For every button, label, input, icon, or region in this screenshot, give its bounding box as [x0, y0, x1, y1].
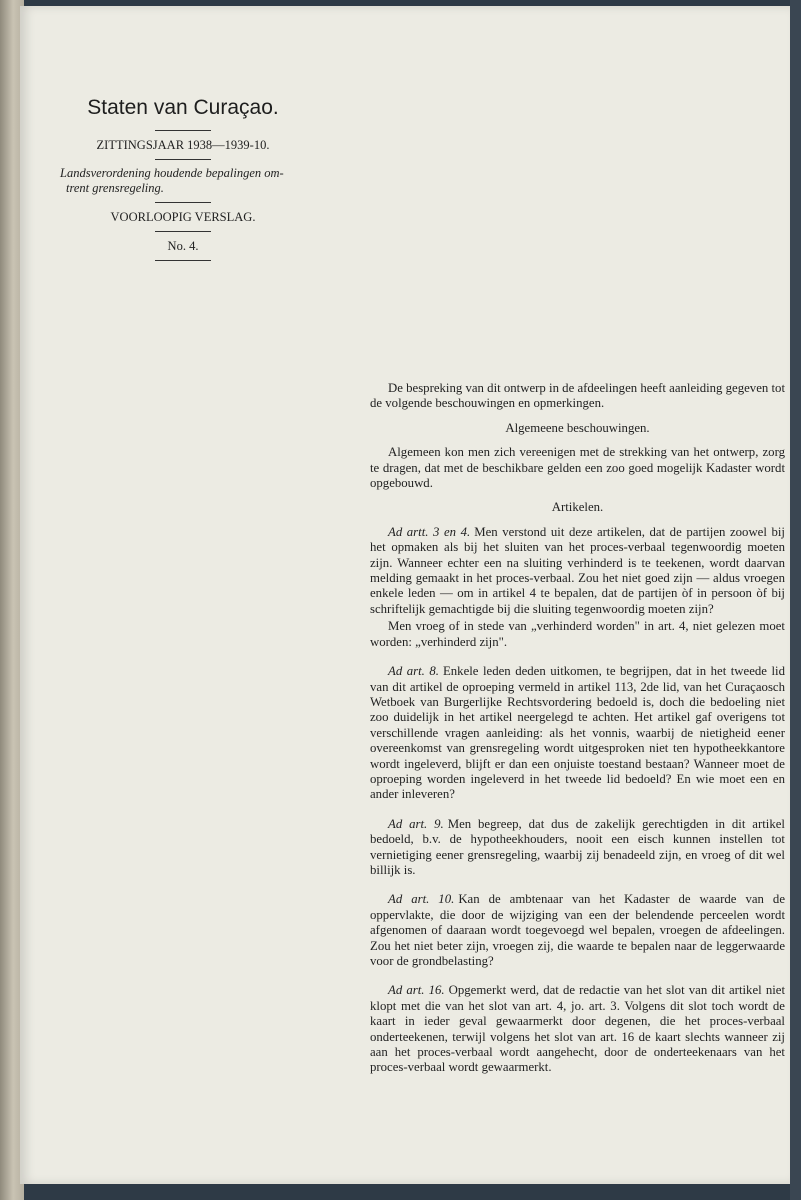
subject-line-2: trent grensregeling.: [66, 181, 164, 195]
divider: [155, 130, 211, 131]
article-label: Ad art. 16.: [388, 983, 445, 998]
divider: [155, 260, 211, 261]
article-3-paragraph-2: Men vroeg of in stede van „verhinderd worden" in art. 4, niet gelezen moet worden: „verhinderd zijn".: [370, 619, 785, 649]
article-label: Ad art. 10.: [388, 892, 455, 907]
article-9-paragraph: [370, 817, 785, 879]
heading-general: Algemeene beschouwingen.: [505, 420, 650, 435]
report-type: VOORLOOPIG VERSLAG.: [110, 210, 256, 224]
report-body: [370, 381, 785, 1076]
article-16-paragraph: [370, 983, 785, 1075]
divider: [155, 231, 211, 232]
document-header: [48, 96, 318, 267]
document-page: [20, 6, 790, 1184]
article-text: Men verstond uit deze artikelen, dat de partijen zoowel bij het opmaken als bij het sluiten van het proces-verbaal tegenwoordig moeten zijn. Wanneer echter een na sluiting verhinderd is te teekenen, wordt daarvan melding gemaakt in het proces-verbaal. Zou het niet goed zijn — aldus vroegen enkele leden — om in artikel 4 te bepalen, dat de partijen òf in persoon òf bij schriftelijk gemachtigde bij die sluiting tegenwoordig moeten zijn?: [370, 524, 785, 616]
article-10-paragraph: [370, 892, 785, 969]
article-3-paragraph: [370, 525, 785, 617]
scan-border: [790, 0, 801, 1200]
article-text: Enkele leden deden uitkomen, te begrijpen, dat in het tweede lid van dit artikel de oproeping vermeld in artikel 113, 2de lid, van het Curaçaosch Wetboek van Burgerlijke Rechtsvordering bedoeld is, doch die bedoeling niet zoo duidelijk in het artikel neergelegd te achten. Het artikel gaf overigens tot verschillende vragen aanleiding: als het vonnis, waarbij de nietigheid eener overeenkomst van grensregeling wordt uitgesproken niet ten hypotheekkantore wordt ingeleverd, blijft er dan een onjuiste toestand bestaan? Wanneer moet de oproeping worden ingeleverd in het tweede lid bedoeld? En wie moet een en ander inleveren?: [370, 664, 785, 802]
intro-paragraph: De bespreking van dit ontwerp in de afdeelingen heeft aanleiding gegeven tot de volgende beschouwingen en opmerkingen.: [370, 381, 785, 411]
article-text: Men begreep, dat dus de zakelijk gerechtigden in dit artikel bedoeld, b.v. de hypotheekhouders, nooit een eisch kunnen instellen tot vernietiging eener grensregeling, waarbij zij benadeeld zijn, en vroeg of dit wel billijk is.: [370, 816, 785, 877]
article-label: Ad art. 8.: [388, 664, 439, 679]
divider: [155, 202, 211, 203]
subject-line: [60, 166, 318, 196]
article-text: Opgemerkt werd, dat de redactie van het slot van dit artikel niet klopt met die van het slot van art. 4, jo. art. 3. Volgens dit slot toch wordt de kaart in ieder geval gewaarmerkt door degenen, die het proces-verbaal onderteekenen, terwijl volgens het slot van art. 16 de kaart slechts wanneer zij aan het proces-verbaal wordt aangehecht, door de onderteekenaars van het proces-verbaal wordt gewaarmerkt.: [370, 983, 786, 1075]
document-number: No. 4.: [167, 239, 199, 253]
article-text: Kan de ambtenaar van het Kadaster de waarde van de oppervlakte, die door de wijziging van een der belendende perceelen wordt afgenomen of daaraan wordt toegevoegd wel bepalen, vroegen de afdeelingen. Zou het niet beter zijn, vroegen zij, die waarde te bepalen naar de leggerwaarde voor de grondbelasting?: [370, 892, 785, 968]
divider: [155, 159, 211, 160]
article-label: Ad artt. 3 en 4.: [388, 524, 471, 539]
subject-line-1: Landsverordening houdende bepalingen om-: [60, 166, 284, 180]
general-paragraph: Algemeen kon men zich vereenigen met de strekking van het ontwerp, zorg te dragen, dat met de beschikbare gelden een zoo goed mogelijk Kadaster wordt opgebouwd.: [370, 445, 785, 491]
article-8-paragraph: [370, 664, 785, 803]
session-line: ZITTINGSJAAR 1938—1939-10.: [96, 138, 270, 152]
page-title: Staten van Curaçao.: [87, 96, 279, 119]
heading-articles: Artikelen.: [551, 500, 604, 515]
article-label: Ad art. 9.: [388, 816, 444, 831]
